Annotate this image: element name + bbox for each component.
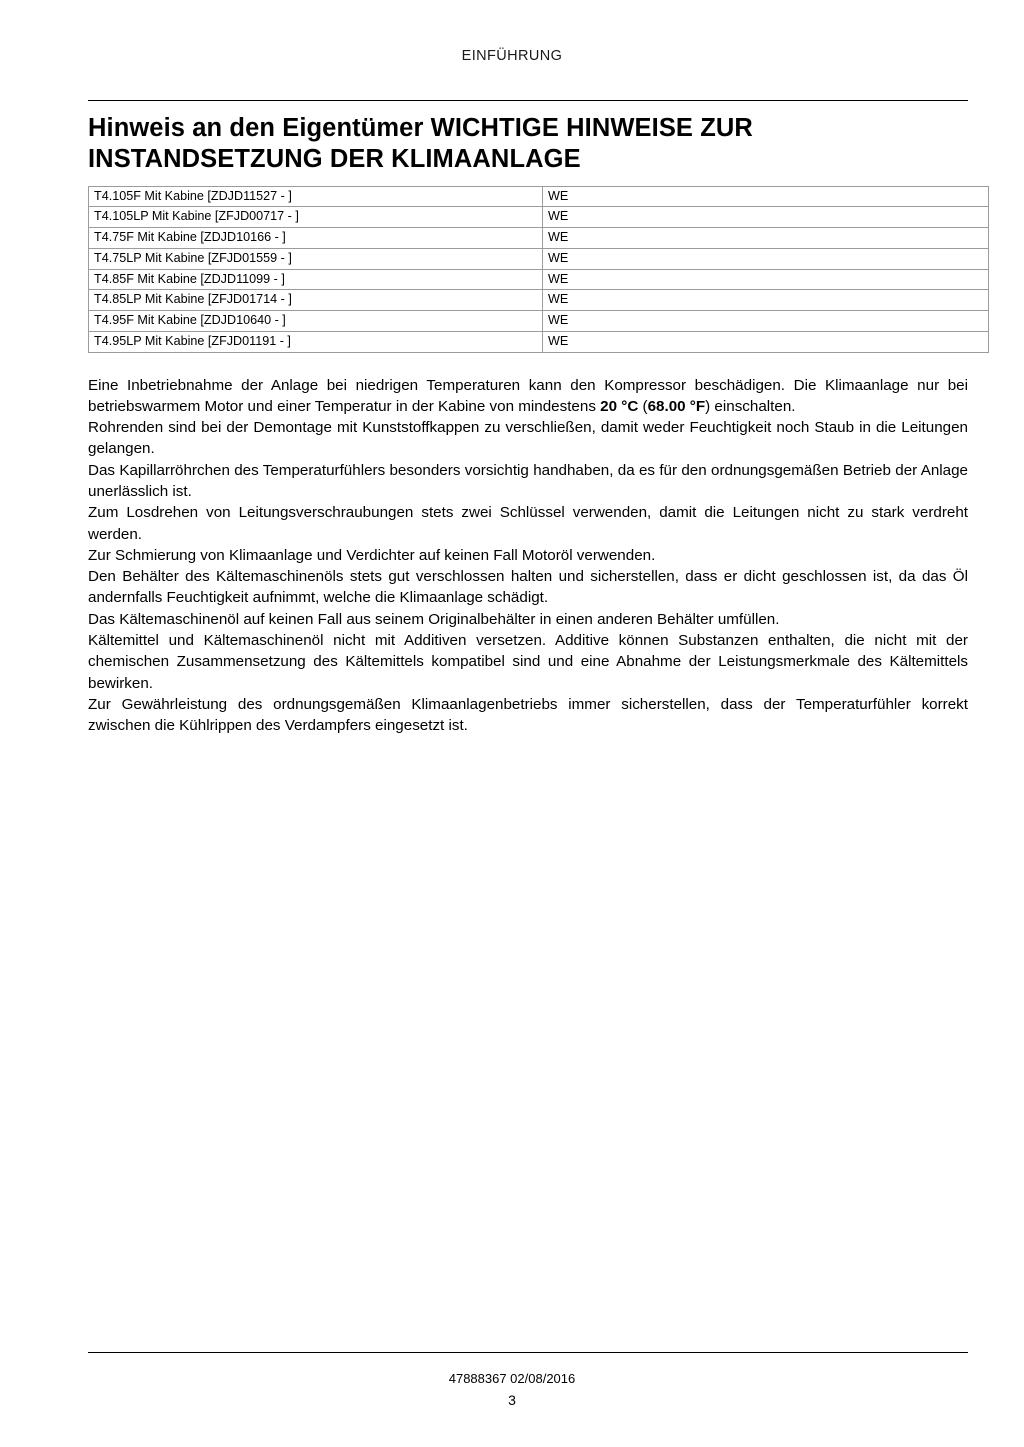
- paragraph-6: Den Behälter des Kältemaschinenöls stets gut verschlossen halten und sicherstellen, dass er dicht geschlossen ist, da das Öl andernfalls Feuchtigkeit aufnimmt, welche die Klimaanlage schädigt.: [88, 568, 968, 607]
- table-row: [89, 290, 989, 311]
- temp-celsius: 20 °C: [600, 397, 639, 415]
- model-cell: T4.95F Mit Kabine [ZDJD10640 - ]: [89, 311, 543, 332]
- table-row: [89, 248, 989, 269]
- table-row: [89, 207, 989, 228]
- paragraph-1: [88, 375, 968, 418]
- table-row: [89, 186, 989, 207]
- code-cell: WE: [543, 228, 989, 249]
- paragraph-1-part-c: (: [638, 397, 648, 415]
- footer-divider: [88, 1352, 968, 1353]
- paragraph-1-part-e: ) einschalten.: [705, 397, 796, 415]
- paragraph-3: Das Kapillarröhrchen des Temperaturfühlers besonders vorsichtig handhaben, da es für den ordnungsgemäßen Betrieb der Anlage unerlässlich ist.: [88, 461, 968, 500]
- paragraph-2: Rohrenden sind bei der Demontage mit Kunststoffkappen zu verschließen, damit weder Feuchtigkeit noch Staub in die Leitungen gelangen.: [88, 419, 968, 458]
- footer-page-number: 3: [508, 1392, 516, 1408]
- section-header: EINFÜHRUNG: [461, 48, 563, 64]
- paragraph-9: Zur Gewährleistung des ordnungsgemäßen Klimaanlagenbetriebs immer sicherstellen, dass der Temperaturfühler korrekt zwischen die Kühlrippen des Verdampfers eingesetzt ist.: [88, 695, 968, 735]
- page-content: [88, 100, 968, 736]
- model-cell: T4.75LP Mit Kabine [ZFJD01559 - ]: [89, 248, 543, 269]
- paragraph-8: Kältemittel und Kältemaschinenöl nicht mit Additiven versetzen. Additive können Substanzen enthalten, die nicht mit der chemischen Zusammensetzung des Kältemittels kompatibel sind und eine Abnahme der Leistungsmerkmale des Kältemittels bewirken.: [88, 631, 968, 692]
- model-cell: T4.95LP Mit Kabine [ZFJD01191 - ]: [89, 331, 543, 352]
- table-row: [89, 228, 989, 249]
- page-title: Hinweis an den Eigentümer WICHTIGE HINWEISE ZUR INSTANDSETZUNG DER KLIMAANLAGE: [88, 114, 753, 174]
- model-code-table: [88, 186, 989, 353]
- code-cell: WE: [543, 311, 989, 332]
- code-cell: WE: [543, 248, 989, 269]
- table-row: [89, 331, 989, 352]
- paragraph-7: Das Kältemaschinenöl auf keinen Fall aus seinem Originalbehälter in einen anderen Behälter umfüllen.: [88, 610, 780, 628]
- footer-document-code: 47888367 02/08/2016: [448, 1371, 576, 1386]
- title-divider: [88, 100, 968, 101]
- model-cell: T4.85F Mit Kabine [ZDJD11099 - ]: [89, 269, 543, 290]
- paragraph-1-part-a: Eine Inbetriebnahme der Anlage bei niedrigen Temperaturen kann den Kompressor beschädigen. Die Klimaanlage nur bei betriebswarmem Motor und einer Temperatur in der Kabine von mindestens: [88, 376, 968, 415]
- model-cell: T4.85LP Mit Kabine [ZFJD01714 - ]: [89, 290, 543, 311]
- model-cell: T4.105F Mit Kabine [ZDJD11527 - ]: [89, 186, 543, 207]
- table-row: [89, 269, 989, 290]
- paragraph-5: Zur Schmierung von Klimaanlage und Verdichter auf keinen Fall Motoröl verwenden.: [88, 546, 656, 564]
- table-body: [89, 186, 989, 352]
- code-cell: WE: [543, 331, 989, 352]
- code-cell: WE: [543, 269, 989, 290]
- code-cell: WE: [543, 186, 989, 207]
- body-text: [88, 375, 968, 737]
- model-cell: T4.105LP Mit Kabine [ZFJD00717 - ]: [89, 207, 543, 228]
- table-row: [89, 311, 989, 332]
- temp-fahrenheit: 68.00 °F: [647, 397, 706, 415]
- code-cell: WE: [543, 290, 989, 311]
- paragraph-4: Zum Losdrehen von Leitungsverschraubungen stets zwei Schlüssel verwenden, damit die Leitungen nicht zu stark verdreht werden.: [88, 504, 968, 543]
- code-cell: WE: [543, 207, 989, 228]
- model-cell: T4.75F Mit Kabine [ZDJD10166 - ]: [89, 228, 543, 249]
